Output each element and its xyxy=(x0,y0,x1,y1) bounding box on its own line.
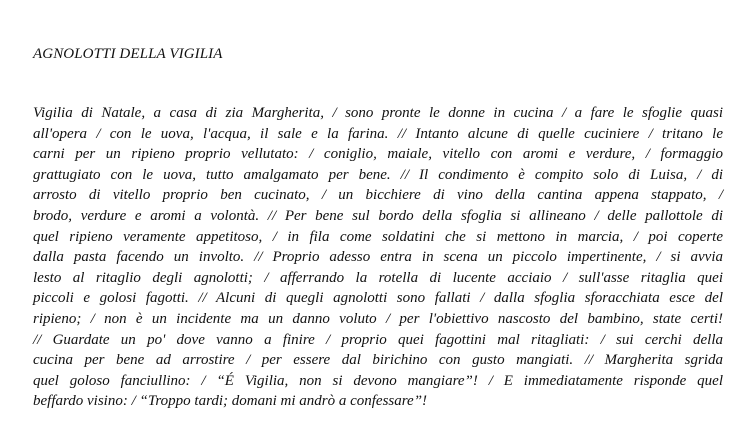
text-line: carni per un ripieno proprio vellutato: / coniglio, maiale, vitello con aromi e verdure, / formaggio xyxy=(33,146,723,163)
text-line: grattugiato con le uova, tutto amalgamato per bene. // Il condimento è compito solo di Luisa, / di xyxy=(33,166,723,183)
text-line: piccoli e golosi fagotti. // Alcuni di quegli agnolotti sono fallati / dalla sfoglia sforacchiata esce del xyxy=(33,290,723,307)
text-line: lesto al ritaglio degli agnolotti; / afferrando la rotella di lucente acciaio / sull'asse ritaglia quei xyxy=(33,269,723,286)
text-line: cucina per bene ad arrostire / per essere dal birichino con gusto mangiati. // Margherita sgrida xyxy=(33,352,723,369)
text-line: dalla pasta facendo un involto. // Proprio adesso entra in scena un piccolo impertinente, / si avvia xyxy=(33,249,723,266)
poem-body xyxy=(33,103,723,412)
text-line: arrosto di vitello proprio ben cucinato, / un bicchiere di vino della cantina appena stappato, / xyxy=(33,187,723,204)
text-line: beffardo visino: / “Troppo tardi; domani mi andrò a confessare”! xyxy=(33,393,428,410)
text-line: brodo, verdure e aromi a volontà. // Per bene sul bordo della sfoglia si allineano / delle pallottole di xyxy=(33,207,723,224)
text-line: quel goloso fanciullino: / “É Vigilia, non si devono mangiare”! / E immediatamente risponde quel xyxy=(33,372,723,389)
text-line: all'opera / con le uova, l'acqua, il sale e la farina. // Intanto alcune di quelle cuciniere / tritano le xyxy=(33,125,723,142)
text-line: quel ripieno veramente appetitoso, / in fila come soldatini che si mettono in marcia, / poi coperte xyxy=(33,228,723,245)
document-title: AGNOLOTTI DELLA VIGILIA xyxy=(33,46,223,62)
text-line: // Guardate un po' dove vanno a finire / proprio quei fagottini mal ritagliati: / sui cerchi della xyxy=(33,331,723,348)
text-line: ripieno; / non è un incidente ma un danno voluto / per l'obiettivo nascosto del bambino, state certi! xyxy=(33,310,723,327)
text-line: Vigilia di Natale, a casa di zia Margherita, / sono pronte le donne in cucina / a fare le sfoglie quasi xyxy=(33,105,723,121)
